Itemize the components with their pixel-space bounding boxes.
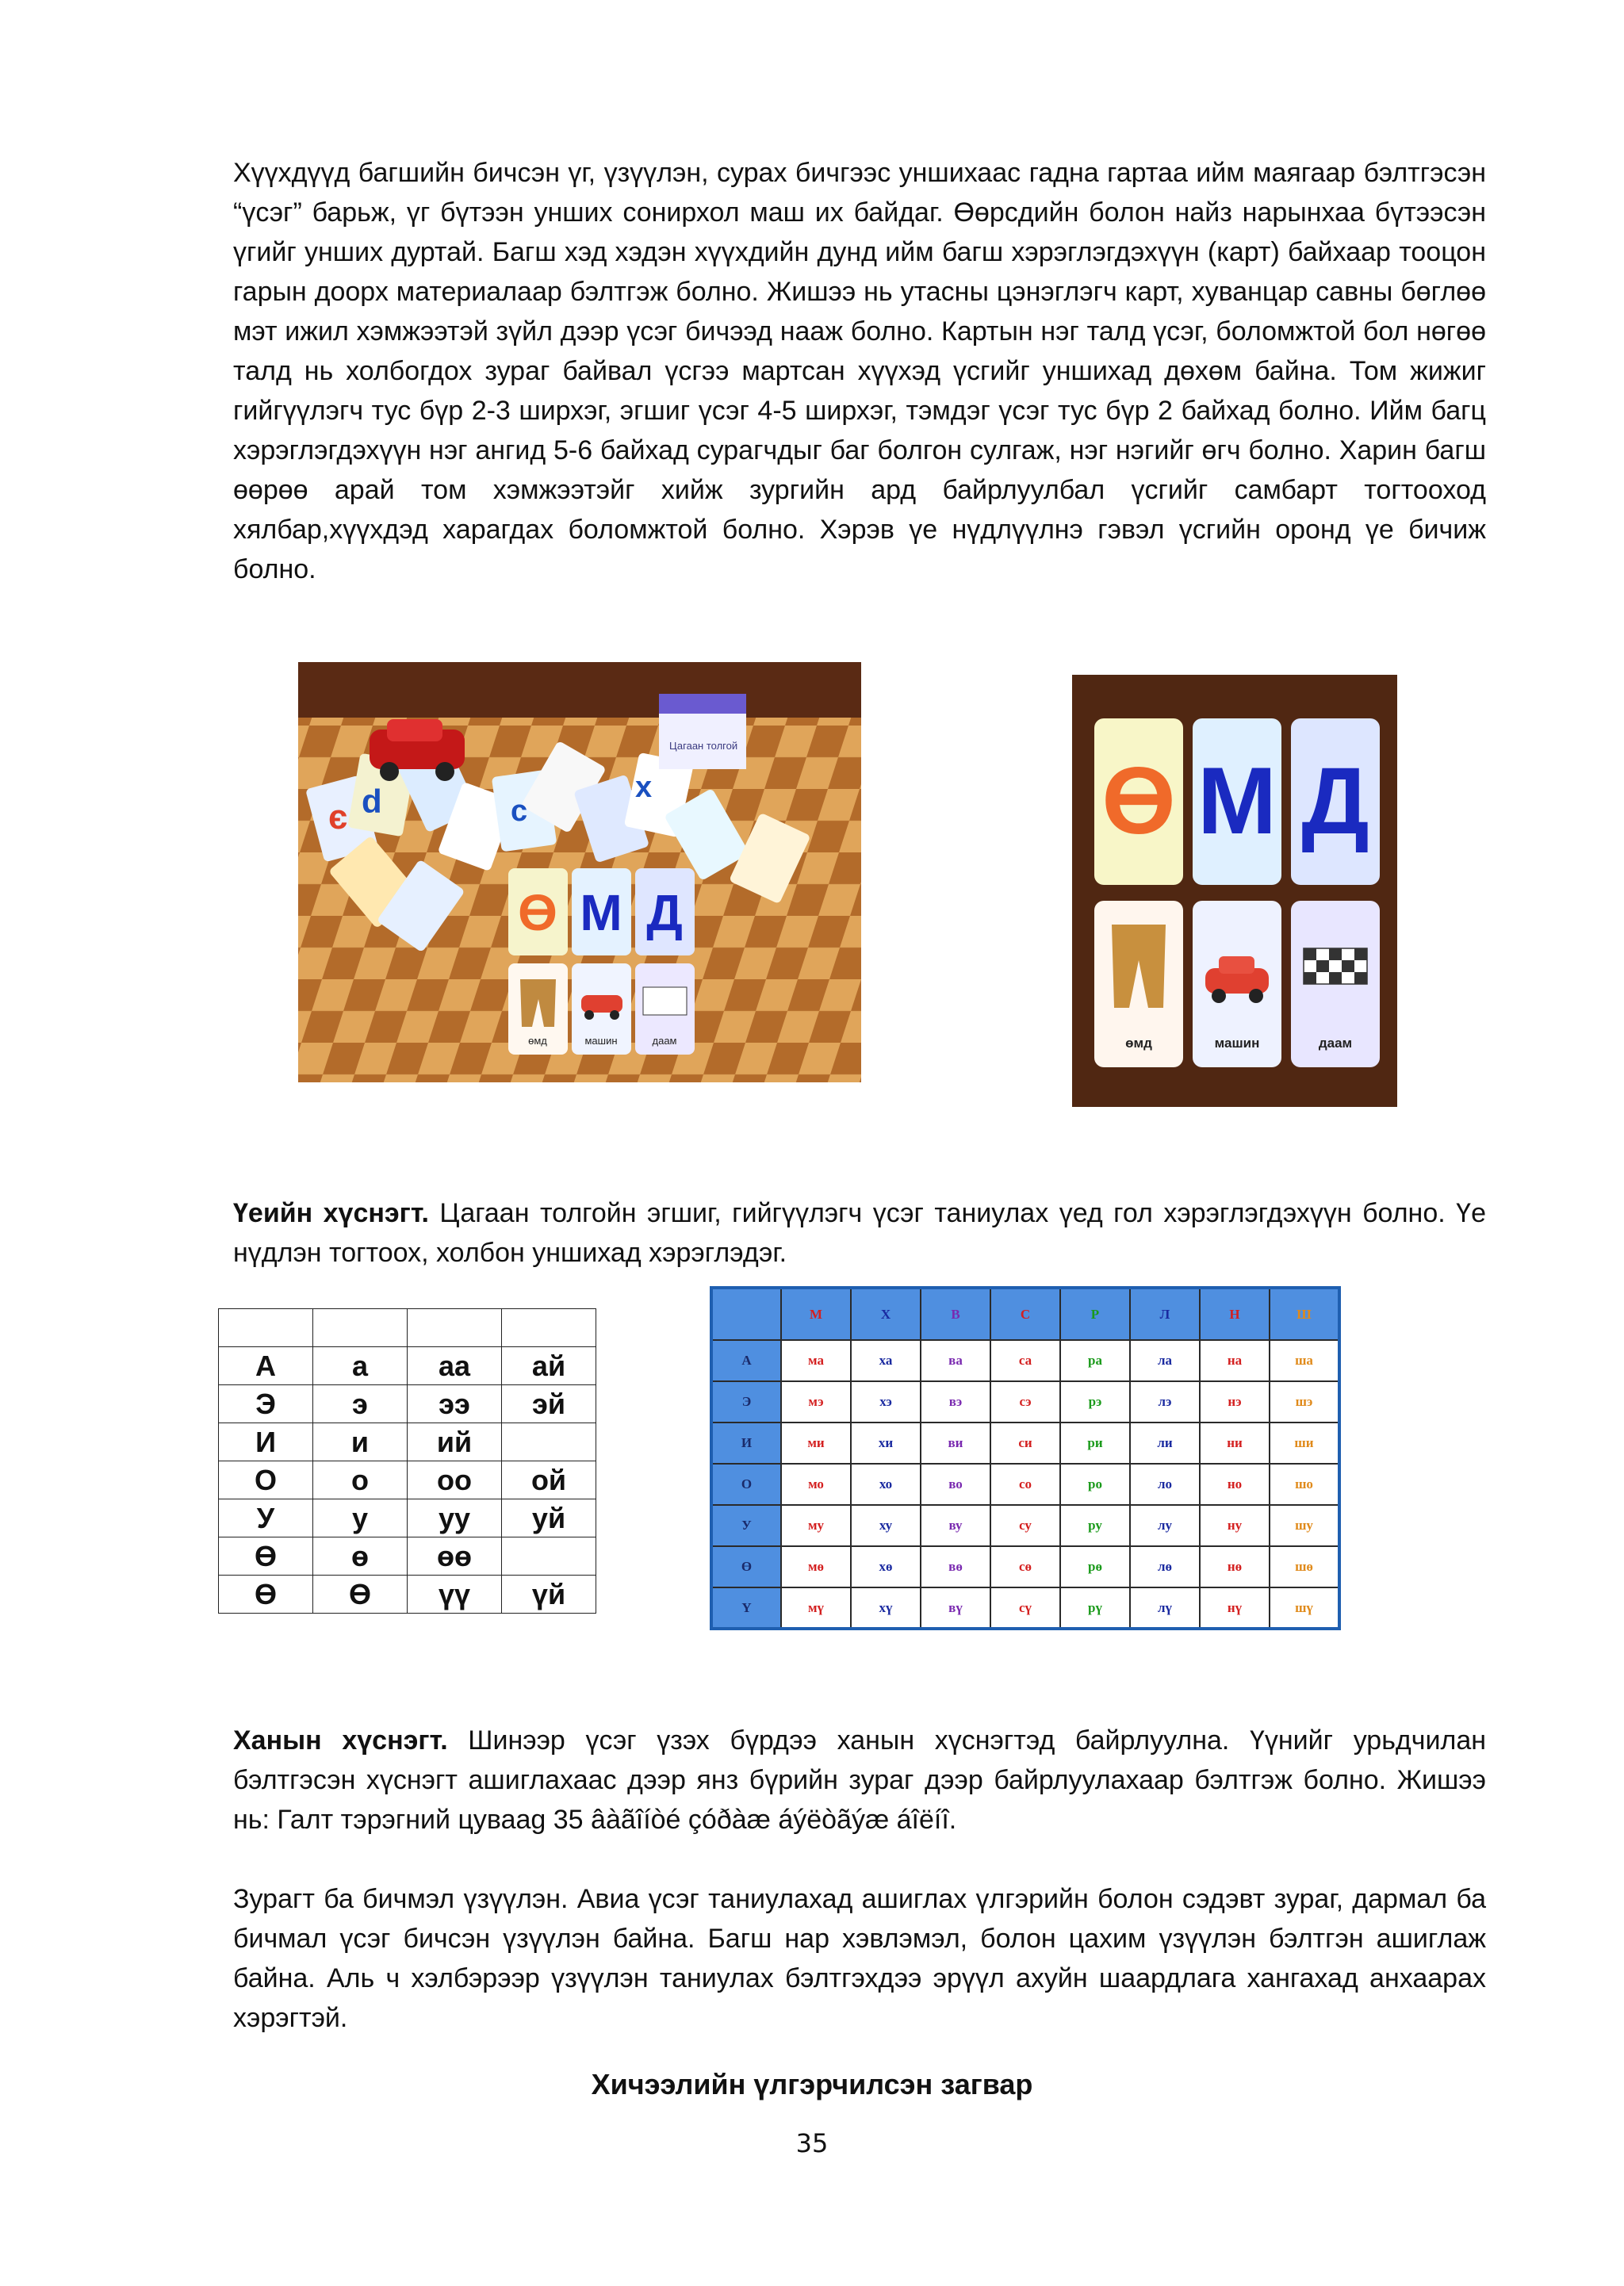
- syllable-cell: су: [990, 1505, 1060, 1546]
- syllable-cell: са: [990, 1340, 1060, 1381]
- vowel-cell: Ө: [219, 1576, 313, 1614]
- vowel-cell: ий: [408, 1423, 502, 1461]
- syllable-cell: си: [990, 1423, 1060, 1464]
- card-caption-3: даам: [652, 1035, 677, 1047]
- vowel-cell: О: [219, 1461, 313, 1499]
- syllable-cell: нө: [1200, 1546, 1270, 1587]
- syllable-cell: хо: [851, 1464, 921, 1505]
- vowel-cell: уй: [502, 1499, 596, 1537]
- card-caption-1: өмд: [528, 1035, 547, 1047]
- syllable-cell: ну: [1200, 1505, 1270, 1546]
- vowel-cell: Э: [219, 1385, 313, 1423]
- vowel-cell: А: [219, 1347, 313, 1385]
- syllable-row: [711, 1546, 1339, 1587]
- vowel-cell: үү: [408, 1576, 502, 1614]
- syllable-cell: сэ: [990, 1381, 1060, 1423]
- syllable-cell: шу: [1270, 1505, 1339, 1546]
- wall-table-paragraph: [233, 1721, 1486, 1840]
- vowel-header: Э: [711, 1381, 781, 1423]
- syllable-cell: хэ: [851, 1381, 921, 1423]
- vowel-header: И: [711, 1423, 781, 1464]
- syllable-cell: ми: [781, 1423, 851, 1464]
- syllable-cell: шэ: [1270, 1381, 1339, 1423]
- svg-text:х: х: [635, 771, 653, 804]
- syllable-row: [711, 1505, 1339, 1546]
- syllable-cell: хи: [851, 1423, 921, 1464]
- syllable-cell: мэ: [781, 1381, 851, 1423]
- vowel-cell: ай: [502, 1347, 596, 1385]
- syllable-cell: ша: [1270, 1340, 1339, 1381]
- vowel-cell: ө: [313, 1537, 408, 1576]
- vowel-cell: [408, 1309, 502, 1347]
- consonant-header: Н: [1200, 1288, 1270, 1340]
- vowel-cell: У: [219, 1499, 313, 1537]
- vowel-cell: Ө: [313, 1576, 408, 1614]
- closeup-letter-1: Ө: [1101, 748, 1176, 854]
- syllable-table: [710, 1286, 1341, 1630]
- syllable-cell: му: [781, 1505, 851, 1546]
- vowel-row: [219, 1423, 596, 1461]
- syllable-cell: хү: [851, 1587, 921, 1629]
- syllable-cell: рү: [1060, 1587, 1130, 1629]
- closeup-letter-3: Д: [1301, 748, 1369, 854]
- syllable-table-title: Үеийн хүснэгт.: [233, 1198, 429, 1228]
- syllable-cell: со: [990, 1464, 1060, 1505]
- vowel-header: Ө: [711, 1546, 781, 1587]
- syllable-cell: ра: [1060, 1340, 1130, 1381]
- syllable-table-text: Цагаан толгойн эгшиг, гийгүүлэгч үсэг таниулах үед гол хэрэглэгдэхүүн болно. Үе нүдлэн тогтоох, холбон уншихад хэрэглэдэг.: [233, 1198, 1486, 1268]
- scattered-cards-photo: [298, 662, 861, 1082]
- syllable-cell: шө: [1270, 1546, 1339, 1587]
- vowel-cell: Ө: [219, 1537, 313, 1576]
- svg-text:c: c: [511, 795, 528, 828]
- consonant-header: Р: [1060, 1288, 1130, 1340]
- vowel-cell: [219, 1309, 313, 1347]
- closeup-caption-1: өмд: [1125, 1036, 1152, 1051]
- vowel-header: Ү: [711, 1587, 781, 1629]
- syllable-cell: ви: [921, 1423, 990, 1464]
- syllable-cell: сө: [990, 1546, 1060, 1587]
- vowel-cell: уу: [408, 1499, 502, 1537]
- consonant-header: Ш: [1270, 1288, 1339, 1340]
- syllable-cell: ла: [1130, 1340, 1200, 1381]
- vowel-row: [219, 1499, 596, 1537]
- vowel-cell: и: [313, 1423, 408, 1461]
- syllable-cell: рэ: [1060, 1381, 1130, 1423]
- vowel-cell: И: [219, 1423, 313, 1461]
- syllable-cell: лү: [1130, 1587, 1200, 1629]
- box-label: Цагаан толгой: [669, 740, 738, 752]
- syllable-cell: шү: [1270, 1587, 1339, 1629]
- intro-paragraph: Хүүхдүүд багшийн бичсэн үг, үзүүлэн, сурах бичгээс уншихаас гадна гартаа ийм маягаар бэлтгэсэн “үсэг” барьж, үг бүтээн унших сонирхол маш их байдаг. Өөрсдийн болон найз нарынхаа бүтээсэн үгийг унших дуртай. Багш хэд хэдэн хүүхдийн дунд ийм багш хэрэглэгдэхүүн (карт) байхаар тооцон гарын доорх материалаар бэлтгэж болно. Жишээ нь утасны цэнэглэгч карт, хуванцар савны бөглөө мэт ижил хэмжээтэй зүйл дээр үсэг бичээд нааж болно. Картын нэг талд үсэг, боломжтой бол нөгөө талд нь холбогдох зураг байвал үсгээ мартсан хүүхэд үсгийг уншихад дөхөм байна. Том жижиг гийгүүлэгч тус бүр 2-3 ширхэг, эгшиг үсэг 4-5 ширхэг, тэмдэг үсэг тус бүр 2 байхад болно. Ийм багц хэрэглэгдэхүүн нэг ангид 5-6 байхад сурагчдыг баг болгон сулгаж, нэг нэгийг өгч болно. Харин багш өөрөө арай том хэмжээтэйг хийж зургийн ард байрлуулбал үсгийг самбарт тогтооход хялбар,хүүхдэд харагдах боломжтой болно. Хэрэв үе нүдлүүлнэ гэвэл үсгийн оронд үе бичиж болно.: [233, 158, 1486, 584]
- syllable-cell: мо: [781, 1464, 851, 1505]
- vowel-row: [219, 1576, 596, 1614]
- syllable-cell: хө: [851, 1546, 921, 1587]
- vowel-cell: [502, 1537, 596, 1576]
- syllable-cell: вэ: [921, 1381, 990, 1423]
- syllable-cell: ху: [851, 1505, 921, 1546]
- syllable-cell: рө: [1060, 1546, 1130, 1587]
- vowel-row: [219, 1461, 596, 1499]
- syllable-cell: шо: [1270, 1464, 1339, 1505]
- syllable-cell: лө: [1130, 1546, 1200, 1587]
- wall-table-title: Ханын хүснэгт.: [233, 1725, 448, 1756]
- vowel-cell: оо: [408, 1461, 502, 1499]
- syllable-cell: во: [921, 1464, 990, 1505]
- card-letter-3: Д: [646, 884, 683, 941]
- card-letter-2: М: [580, 884, 622, 941]
- syllable-row: [711, 1381, 1339, 1423]
- vowel-cell: эй: [502, 1385, 596, 1423]
- vowel-cell: [502, 1423, 596, 1461]
- page-number: 35: [795, 2128, 829, 2158]
- syllable-cell: нэ: [1200, 1381, 1270, 1423]
- syllable-cell: ма: [781, 1340, 851, 1381]
- vowel-cell: аа: [408, 1347, 502, 1385]
- syllable-row: [711, 1464, 1339, 1505]
- vowel-header: О: [711, 1464, 781, 1505]
- syllable-cell: ли: [1130, 1423, 1200, 1464]
- syllable-cell: ри: [1060, 1423, 1130, 1464]
- syllable-cell: вү: [921, 1587, 990, 1629]
- syllable-corner-cell: [711, 1288, 781, 1340]
- vowel-cell: ээ: [408, 1385, 502, 1423]
- syllable-cell: мү: [781, 1587, 851, 1629]
- letter-cards-photo: [1072, 675, 1397, 1107]
- syllable-cell: лэ: [1130, 1381, 1200, 1423]
- svg-text:є: є: [328, 798, 348, 837]
- syllable-header-row: [711, 1288, 1339, 1340]
- syllable-cell: но: [1200, 1464, 1270, 1505]
- consonant-header: Л: [1130, 1288, 1200, 1340]
- vowel-cell: а: [313, 1347, 408, 1385]
- vowel-cell: ой: [502, 1461, 596, 1499]
- wall-table-text: Шинээр үсэг үзэх бүрдээ ханын хүснэгтэд байрлуулна. Үүнийг урьдчилан бэлтгэсэн хүснэгт ашиглахаас дээр янз бүрийн зураг дээр байрлуулахаар бэлтгэж болно. Жишээ нь: Галт тэрэгний цуваag 35 âàãîíòé çóðàæ áýëòãýæ áîëíî.: [233, 1725, 1487, 1835]
- consonant-header: Х: [851, 1288, 921, 1340]
- vowel-cell: [313, 1309, 408, 1347]
- syllable-row: [711, 1587, 1339, 1629]
- vowel-cell: [502, 1309, 596, 1347]
- syllable-row: [711, 1423, 1339, 1464]
- syllable-cell: ши: [1270, 1423, 1339, 1464]
- vowel-cell: өө: [408, 1537, 502, 1576]
- closeup-caption-3: даам: [1318, 1036, 1353, 1051]
- svg-text:d: d: [362, 783, 382, 820]
- picture-aids-paragraph: Зурагт ба бичмэл үзүүлэн. Авиа үсэг таниулахад ашиглах үлгэрийн болон сэдэвт зураг, дармал ба бичмал үсэг бичсэн үзүүлэн байна. Багш нар хэвлэмэл, болон цахим үзүүлэн бэлтгэн ашиглаж байна. Аль ч хэлбэрээр үзүүлэн таниулах бэлтгэхдээ эрүүл ахуйн шаардлага хангахад анхаарах хэрэгтэй.: [233, 1884, 1486, 2033]
- syllable-table-paragraph: [233, 1193, 1486, 1273]
- vowel-row: [219, 1347, 596, 1385]
- vowel-cell: э: [313, 1385, 408, 1423]
- syllable-cell: ва: [921, 1340, 990, 1381]
- syllable-cell: ро: [1060, 1464, 1130, 1505]
- vowel-cell: о: [313, 1461, 408, 1499]
- vowel-table: [218, 1308, 596, 1614]
- syllable-row: [711, 1340, 1339, 1381]
- closeup-letter-2: М: [1197, 748, 1277, 854]
- card-letter-1: Ө: [518, 884, 557, 941]
- vowel-cell: у: [313, 1499, 408, 1537]
- syllable-cell: мө: [781, 1546, 851, 1587]
- closeup-caption-2: машин: [1214, 1036, 1260, 1051]
- vowel-header: У: [711, 1505, 781, 1546]
- syllable-cell: лу: [1130, 1505, 1200, 1546]
- vowel-header: А: [711, 1340, 781, 1381]
- vowel-row: [219, 1385, 596, 1423]
- syllable-cell: сү: [990, 1587, 1060, 1629]
- card-caption-2: машин: [584, 1035, 618, 1047]
- syllable-cell: ру: [1060, 1505, 1130, 1546]
- vowel-row: [219, 1537, 596, 1576]
- syllable-cell: вө: [921, 1546, 990, 1587]
- syllable-cell: нү: [1200, 1587, 1270, 1629]
- syllable-cell: ву: [921, 1505, 990, 1546]
- vowel-row: [219, 1309, 596, 1347]
- consonant-header: С: [990, 1288, 1060, 1340]
- syllable-cell: на: [1200, 1340, 1270, 1381]
- syllable-cell: ло: [1130, 1464, 1200, 1505]
- consonant-header: В: [921, 1288, 990, 1340]
- syllable-cell: ни: [1200, 1423, 1270, 1464]
- lesson-heading: Хичээлийн үлгэрчилсэн загвар: [591, 2068, 1033, 2100]
- syllable-cell: ха: [851, 1340, 921, 1381]
- consonant-header: М: [781, 1288, 851, 1340]
- vowel-cell: үй: [502, 1576, 596, 1614]
